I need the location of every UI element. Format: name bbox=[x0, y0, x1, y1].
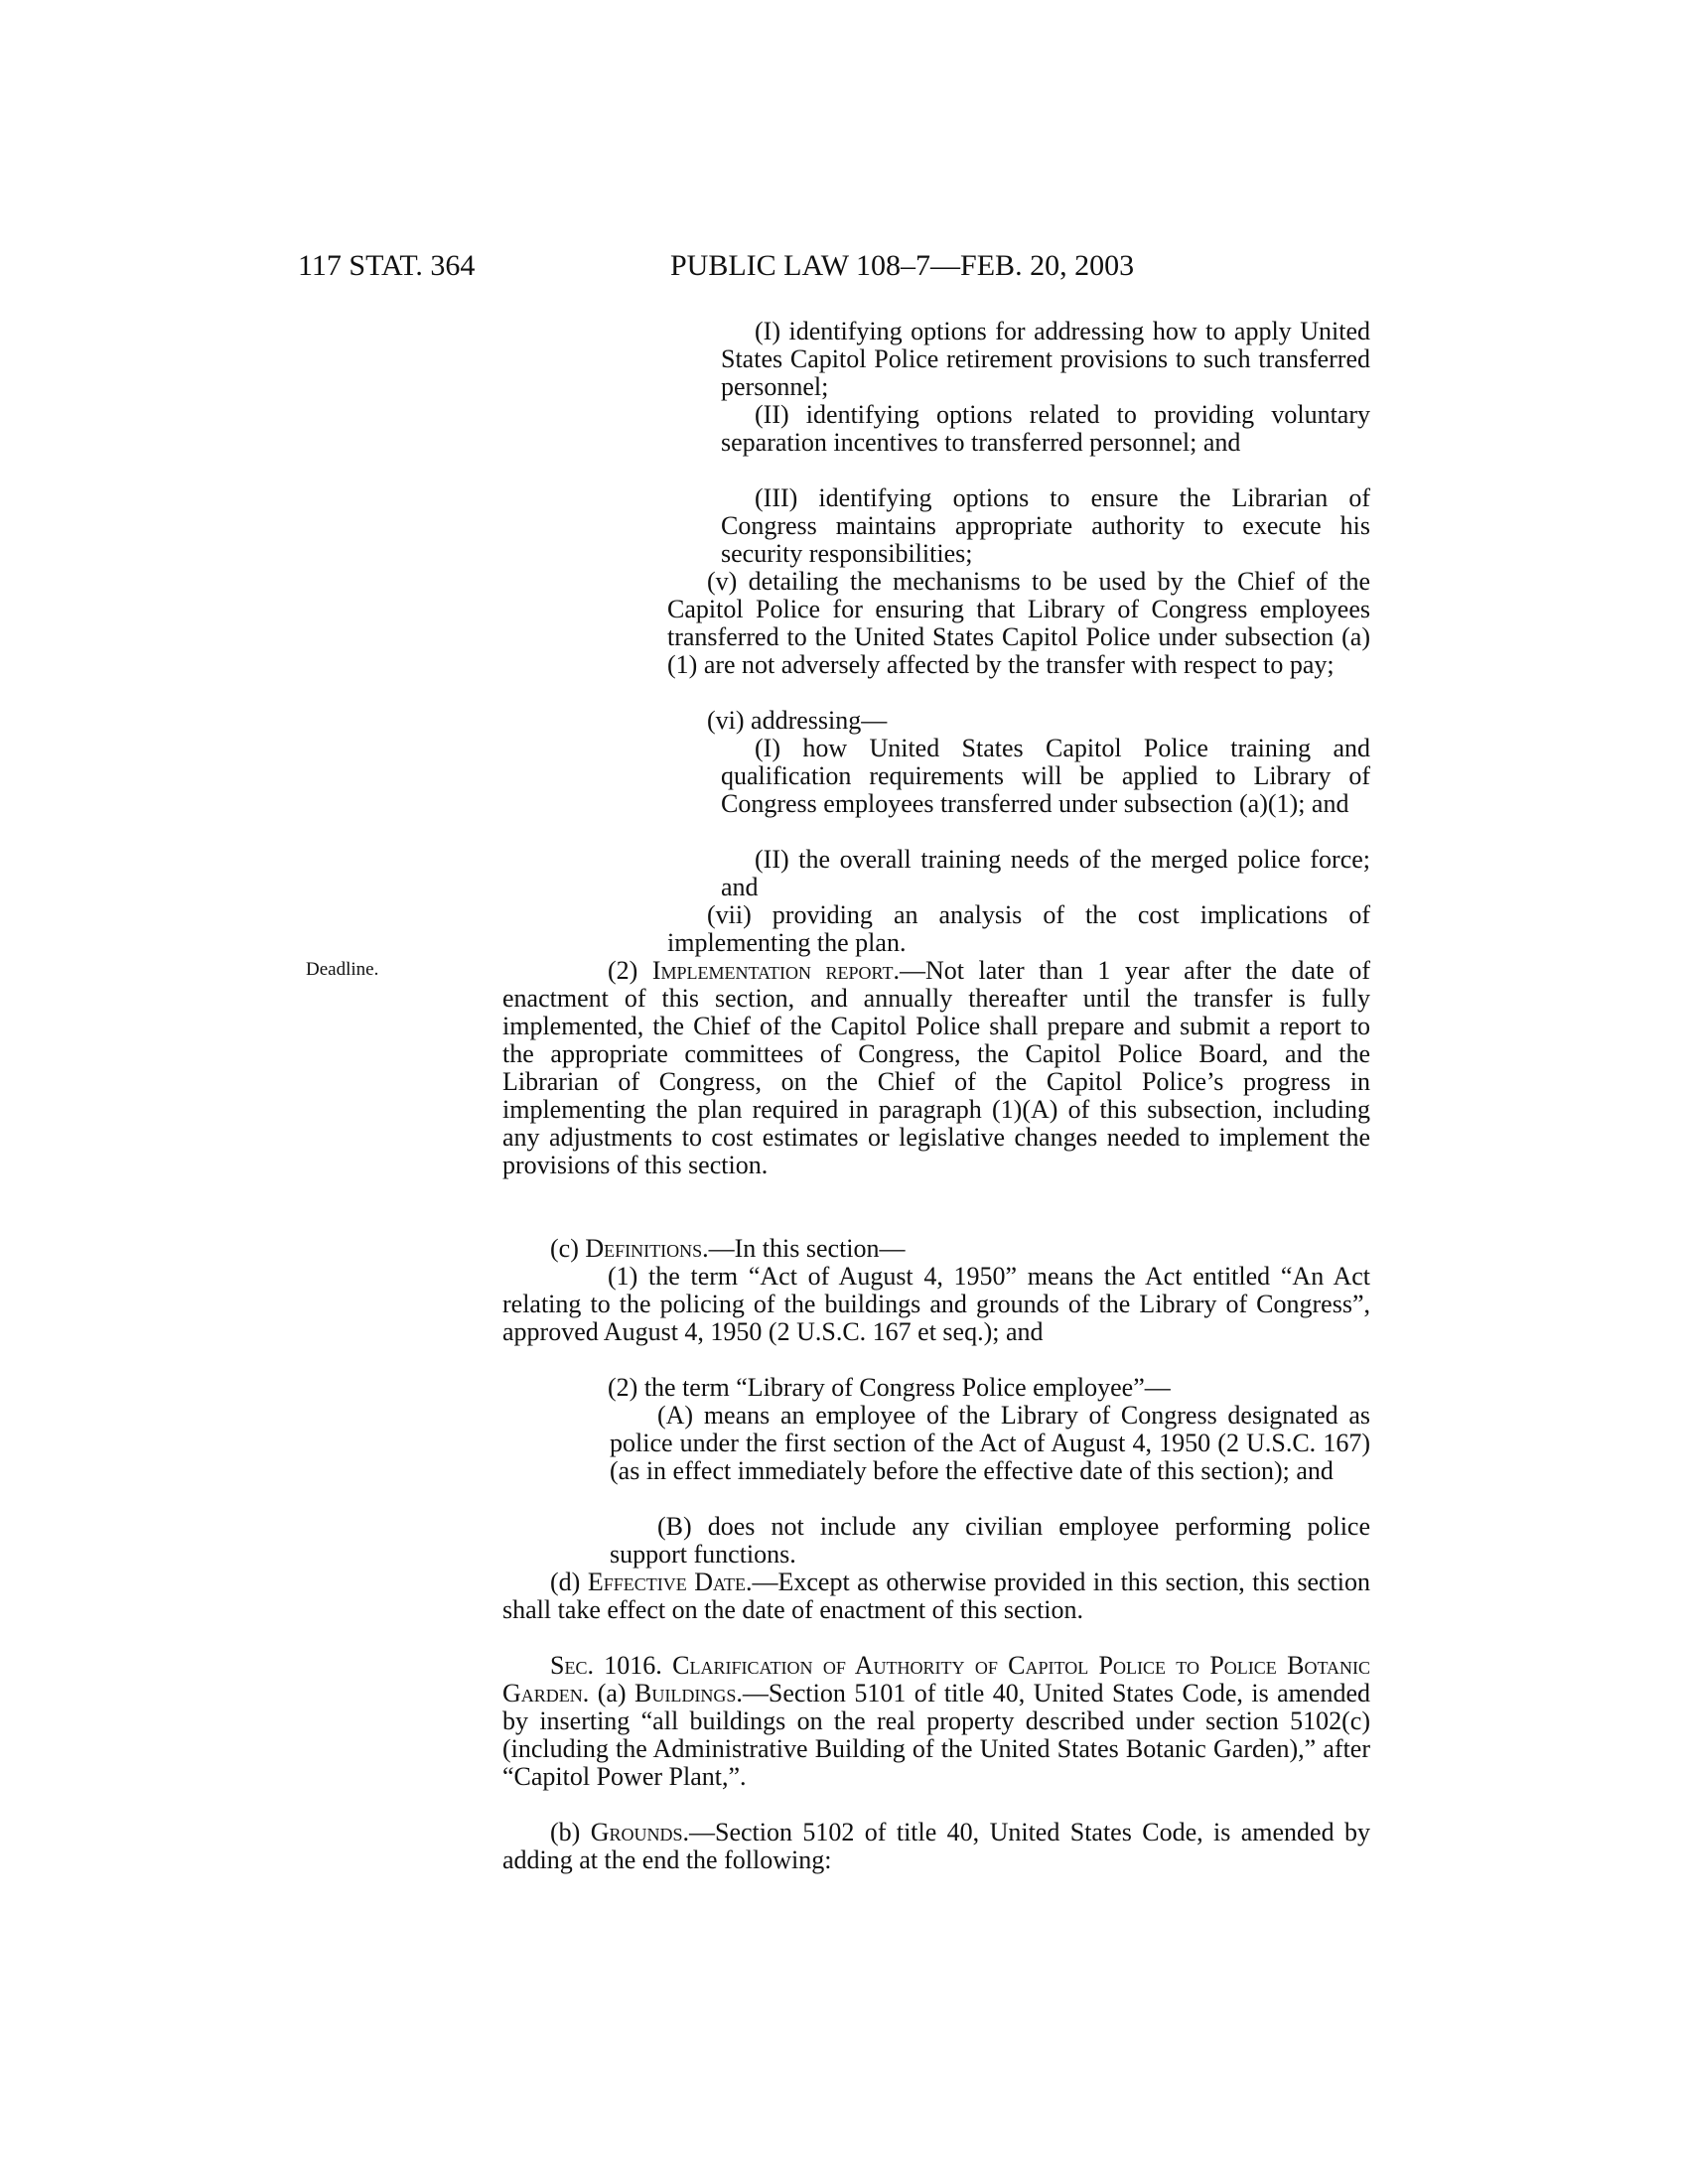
subsection-d-text: .—Except as otherwise provided in this section, this section shall take effect on the date of enactment of this section. bbox=[502, 1568, 1370, 1624]
subsection-d-effective-date bbox=[502, 1569, 1370, 1624]
clause-vi: (vi) addressing— bbox=[707, 706, 888, 735]
subsection-c-letter: (c) bbox=[550, 1234, 586, 1263]
subsection-c-heading: Definitions bbox=[585, 1234, 703, 1263]
definition-2: (2) the term “Library of Congress Police employee”— bbox=[608, 1373, 1171, 1402]
paragraph-2-text: .—Not later than 1 year after the date of enactment of this section, and annually thereafter until the transfer is fully implemented, the Chief of the Capitol Police shall prepare and submit a report to the appropriate committees of Congress, the Capitol Police Board, and the Librarian of Congress, on the Chief of the Capitol Police’s progress in implementing the plan required in paragraph (1)(A) of this subsection, including any adjustments to cost estimates or legislative changes needed to implement the provisions of this section. bbox=[502, 956, 1370, 1179]
subsection-b-grounds bbox=[502, 1819, 1370, 1874]
section-1016-a-heading: Buildings bbox=[634, 1679, 737, 1707]
subclause-III: (III) identifying options to ensure the Librarian of Congress maintains appropriate authority to execute his security responsibilities; bbox=[721, 483, 1370, 568]
definition-1: (1) the term “Act of August 4, 1950” means the Act entitled “An Act relating to the policing of the buildings and grounds of the Library of Congress”, approved August 4, 1950 (2 U.S.C. 167 et seq.); and bbox=[502, 1262, 1370, 1346]
section-1016-a-text: .—Section 5101 of title 40, United States Code, is amended by inserting “all buildings on the real property described under section 5102(c) (including the Administrative Building of the United States Botanic Garden),” after “Capitol Power Plant,”. bbox=[502, 1679, 1370, 1791]
section-1016 bbox=[502, 1652, 1370, 1791]
subsection-c-text: .—In this section— bbox=[702, 1234, 906, 1263]
subsection-b-text: .—Section 5102 of title 40, United States Code, is amended by adding at the end the following: bbox=[502, 1818, 1370, 1874]
running-header: PUBLIC LAW 108–7—FEB. 20, 2003 bbox=[670, 249, 1135, 282]
definition-2-B: (B) does not include any civilian employee performing police support functions. bbox=[610, 1512, 1370, 1569]
paragraph-2-heading: Implementation report bbox=[651, 956, 894, 985]
margin-note-deadline: Deadline. bbox=[306, 959, 379, 980]
paragraph-2-number: (2) bbox=[608, 956, 652, 985]
subsection-b-heading: Grounds bbox=[590, 1818, 683, 1846]
clause-vi-subclause-II: (II) the overall training needs of the merged police force; and bbox=[721, 845, 1370, 901]
paragraph-2-implementation-report bbox=[502, 957, 1370, 1179]
clause-v: (v) detailing the mechanisms to be used by the Chief of the Capitol Police for ensuring that Library of Congress employees transferred to the United States Capitol Police under subsection (a)(1) are not adversely affected by the transfer with respect to pay; bbox=[667, 567, 1370, 679]
subclause-II: (II) identifying options related to providing voluntary separation incentives to transferred personnel; and bbox=[721, 400, 1370, 457]
section-1016-heading: Clarification of Authority of Capitol Police to Police Botanic Garden bbox=[502, 1651, 1370, 1707]
subsection-b-letter: (b) bbox=[550, 1818, 591, 1846]
subsection-d-letter: (d) bbox=[550, 1568, 588, 1596]
subclause-I: (I) identifying options for addressing how to apply United States Capitol Police retirement provisions to such transferred personnel; bbox=[721, 317, 1370, 401]
section-1016-a-number: . (a) bbox=[582, 1679, 635, 1707]
definition-2-A: (A) means an employee of the Library of Congress designated as police under the first section of the Act of August 4, 1950 (2 U.S.C. 167) (as in effect immediately before the effective date of this section); and bbox=[610, 1401, 1370, 1485]
clause-vi-subclause-I: (I) how United States Capitol Police training and qualification requirements will be applied to Library of Congress employees transferred under subsection (a)(1); and bbox=[721, 734, 1370, 818]
subsection-c-definitions bbox=[502, 1235, 1370, 1263]
section-1016-number: Sec. 1016. bbox=[550, 1651, 673, 1680]
page-number-header: 117 STAT. 364 bbox=[298, 249, 476, 282]
subsection-d-heading: Effective Date bbox=[587, 1568, 746, 1596]
clause-vii: (vii) providing an analysis of the cost implications of implementing the plan. bbox=[667, 900, 1370, 957]
